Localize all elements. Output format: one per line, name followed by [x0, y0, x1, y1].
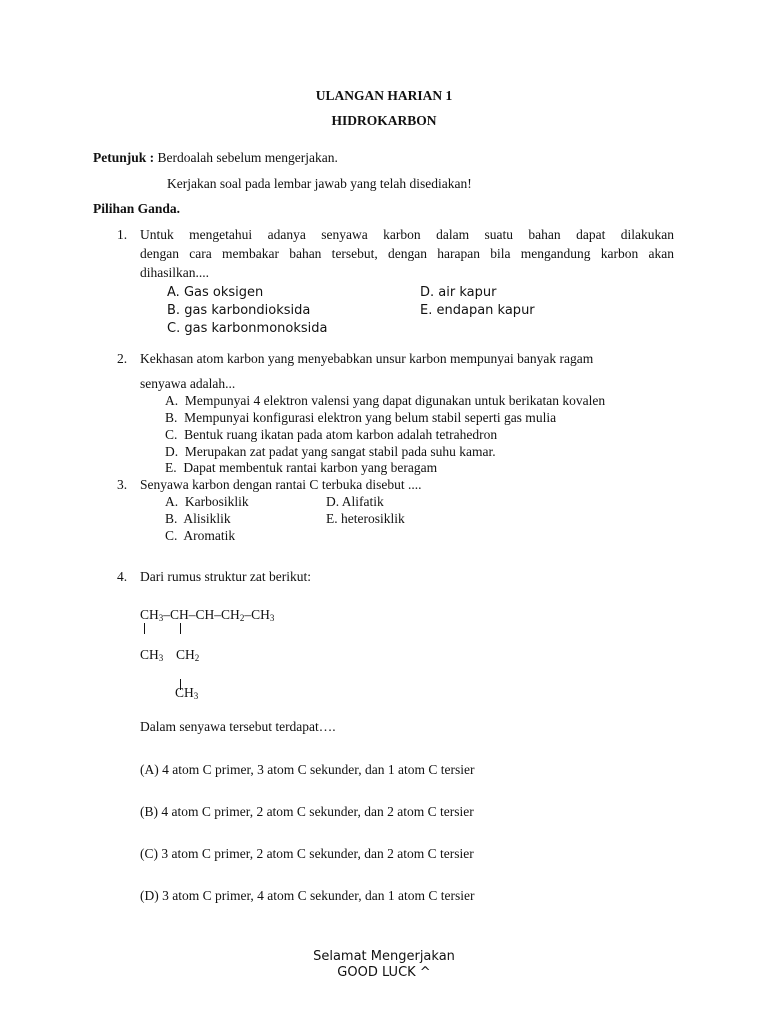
option-a: (A) 4 atom C primer, 3 atom C sekunder, dan 1 atom C tersier	[140, 762, 475, 777]
option-d: D. Merupakan zat padat yang sangat stabil pada suhu kamar.	[165, 444, 496, 459]
option-d: D. air kapur	[420, 285, 497, 300]
footer-line2: GOOD LUCK ^	[337, 965, 431, 980]
question-text-line: dihasilkan....	[140, 265, 209, 280]
option-a: A. Mempunyai 4 elektron valensi yang dapat digunakan untuk berikatan kovalen	[165, 393, 606, 408]
option-b: (B) 4 atom C primer, 2 atom C sekunder, dan 2 atom C tersier	[140, 804, 474, 819]
question-text-line: dengan cara membakar bahan tersebut, dengan harapan bila mengandung karbon akan	[140, 246, 674, 261]
question-text-line: Untuk mengetahui adanya senyawa karbon dalam suatu bahan dapat dilakukan	[140, 227, 674, 242]
question-number: 4.	[117, 569, 128, 584]
question-text-line: Dari rumus struktur zat berikut:	[140, 569, 311, 584]
option-a: A. Gas oksigen	[167, 285, 264, 300]
page-subtitle: HIDROKARBON	[331, 113, 437, 128]
option-b: B. Alisiklik	[165, 511, 231, 526]
question-text-line: Kekhasan atom karbon yang menyebabkan unsur karbon mempunyai banyak ragam	[140, 351, 594, 366]
bond-line	[144, 623, 145, 634]
question-number: 2.	[117, 351, 128, 366]
option-e: E. Dapat membentuk rantai karbon yang beragam	[165, 460, 438, 475]
question-number: 1.	[117, 227, 128, 242]
option-d: D. Alifatik	[326, 494, 384, 509]
structural-formula-bottom: $CH_3$	[175, 685, 199, 701]
instructions	[93, 150, 338, 166]
bond-line	[180, 623, 181, 634]
option-d: (D) 3 atom C primer, 4 atom C sekunder, dan 1 atom C tersier	[140, 888, 475, 903]
structural-formula-branch-right: $CH_2$	[176, 647, 200, 663]
question-number: 3.	[117, 477, 128, 492]
option-e: E. heterosiklik	[326, 511, 405, 526]
question-text-line: Dalam senyawa tersebut terdapat….	[140, 719, 336, 734]
instructions-label: Petunjuk :	[93, 150, 155, 165]
structural-formula-branch-left: $CH_3$	[140, 647, 164, 663]
option-a: A. Karbosiklik	[165, 494, 249, 509]
option-c: C. Bentuk ruang ikatan pada atom karbon adalah tetrahedron	[165, 427, 498, 442]
option-b: B. gas karbondioksida	[167, 303, 311, 318]
section-title: Pilihan Ganda.	[93, 201, 181, 216]
instructions-line1: Berdoalah sebelum mengerjakan.	[157, 150, 338, 165]
instructions-line2: Kerjakan soal pada lembar jawab yang telah disediakan!	[167, 176, 472, 191]
option-c: C. Aromatik	[165, 528, 236, 543]
page-title: ULANGAN HARIAN 1	[315, 88, 453, 103]
option-c: (C) 3 atom C primer, 2 atom C sekunder, dan 2 atom C tersier	[140, 846, 474, 861]
option-e: E. endapan kapur	[420, 303, 535, 318]
structural-formula-main-chain: $CH_3-CH-CH-CH_2-CH_3$	[140, 607, 275, 623]
option-c: C. gas karbonmonoksida	[167, 321, 328, 336]
option-b: B. Mempunyai konfigurasi elektron yang belum stabil seperti gas mulia	[165, 410, 557, 425]
question-text-line: senyawa adalah...	[140, 376, 236, 391]
footer-line1: Selamat Mengerjakan	[313, 949, 455, 964]
question-text-line: Senyawa karbon dengan rantai C terbuka disebut ....	[140, 477, 422, 492]
